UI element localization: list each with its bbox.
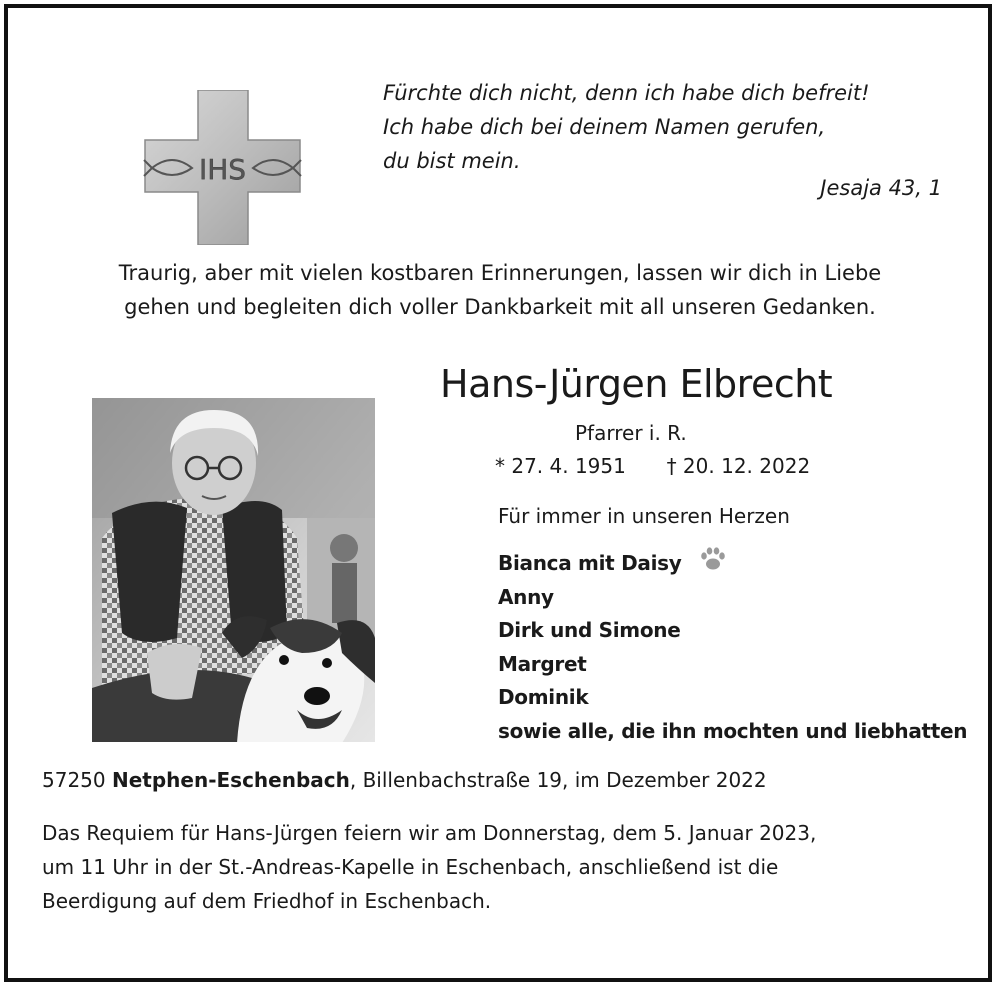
requiem-info [42,816,816,918]
intro-line: Traurig, aber mit vielen kostbaren Erinnerungen, lassen wir dich in Liebe [118,261,882,285]
town-name: Netphen-Eschenbach [111,768,350,792]
mourner-name: Dominik [498,685,589,710]
verse-source: Jesaja 43, 1 [820,176,942,200]
birth-date: * 27. 4. 1951 [495,454,626,478]
portrait-photo [92,398,375,742]
life-dates [495,454,810,478]
place-line [42,768,767,792]
mourner-label: Bianca mit Daisy [498,551,682,575]
verse-line: du bist mein. [383,149,521,173]
address-date: , Billenbachstraße 19, im Dezember 2022 [349,768,767,792]
requiem-line: Beerdigung auf dem Friedhof in Eschenbach. [42,889,492,913]
deceased-title: Pfarrer i. R. [575,421,687,445]
paw-icon [700,547,726,582]
mourner-name: Dirk und Simone [498,618,681,643]
deceased-name: Hans-Jürgen Elbrecht [440,362,833,406]
cross-icon [140,90,305,245]
intro-text [60,256,940,324]
requiem-line: um 11 Uhr in der St.-Andreas-Kapelle in Eschenbach, anschließend ist die [42,855,779,879]
requiem-line: Das Requiem für Hans-Jürgen feiern wir am Donnerstag, dem 5. Januar 2023, [42,821,817,845]
bible-verse [383,76,870,178]
verse-line: Ich habe dich bei deinem Namen gerufen, [383,115,826,139]
ihs-inscription: IHS [198,153,247,186]
death-date: † 20. 12. 2022 [666,454,811,478]
intro-line: gehen und begleiten dich voller Dankbarkeit mit all unseren Gedanken. [124,295,876,319]
mourner-name [498,547,967,581]
zip-code: 57250 [42,768,106,792]
mourner-name: Anny [498,584,554,609]
mourner-name: sowie alle, die ihn mochten und liebhatten [498,718,968,743]
verse-line: Fürchte dich nicht, denn ich habe dich befreit! [383,81,870,105]
mourners-list [498,547,967,749]
mourner-name: Margret [498,651,587,676]
mourners-intro: Für immer in unseren Herzen [498,504,790,528]
